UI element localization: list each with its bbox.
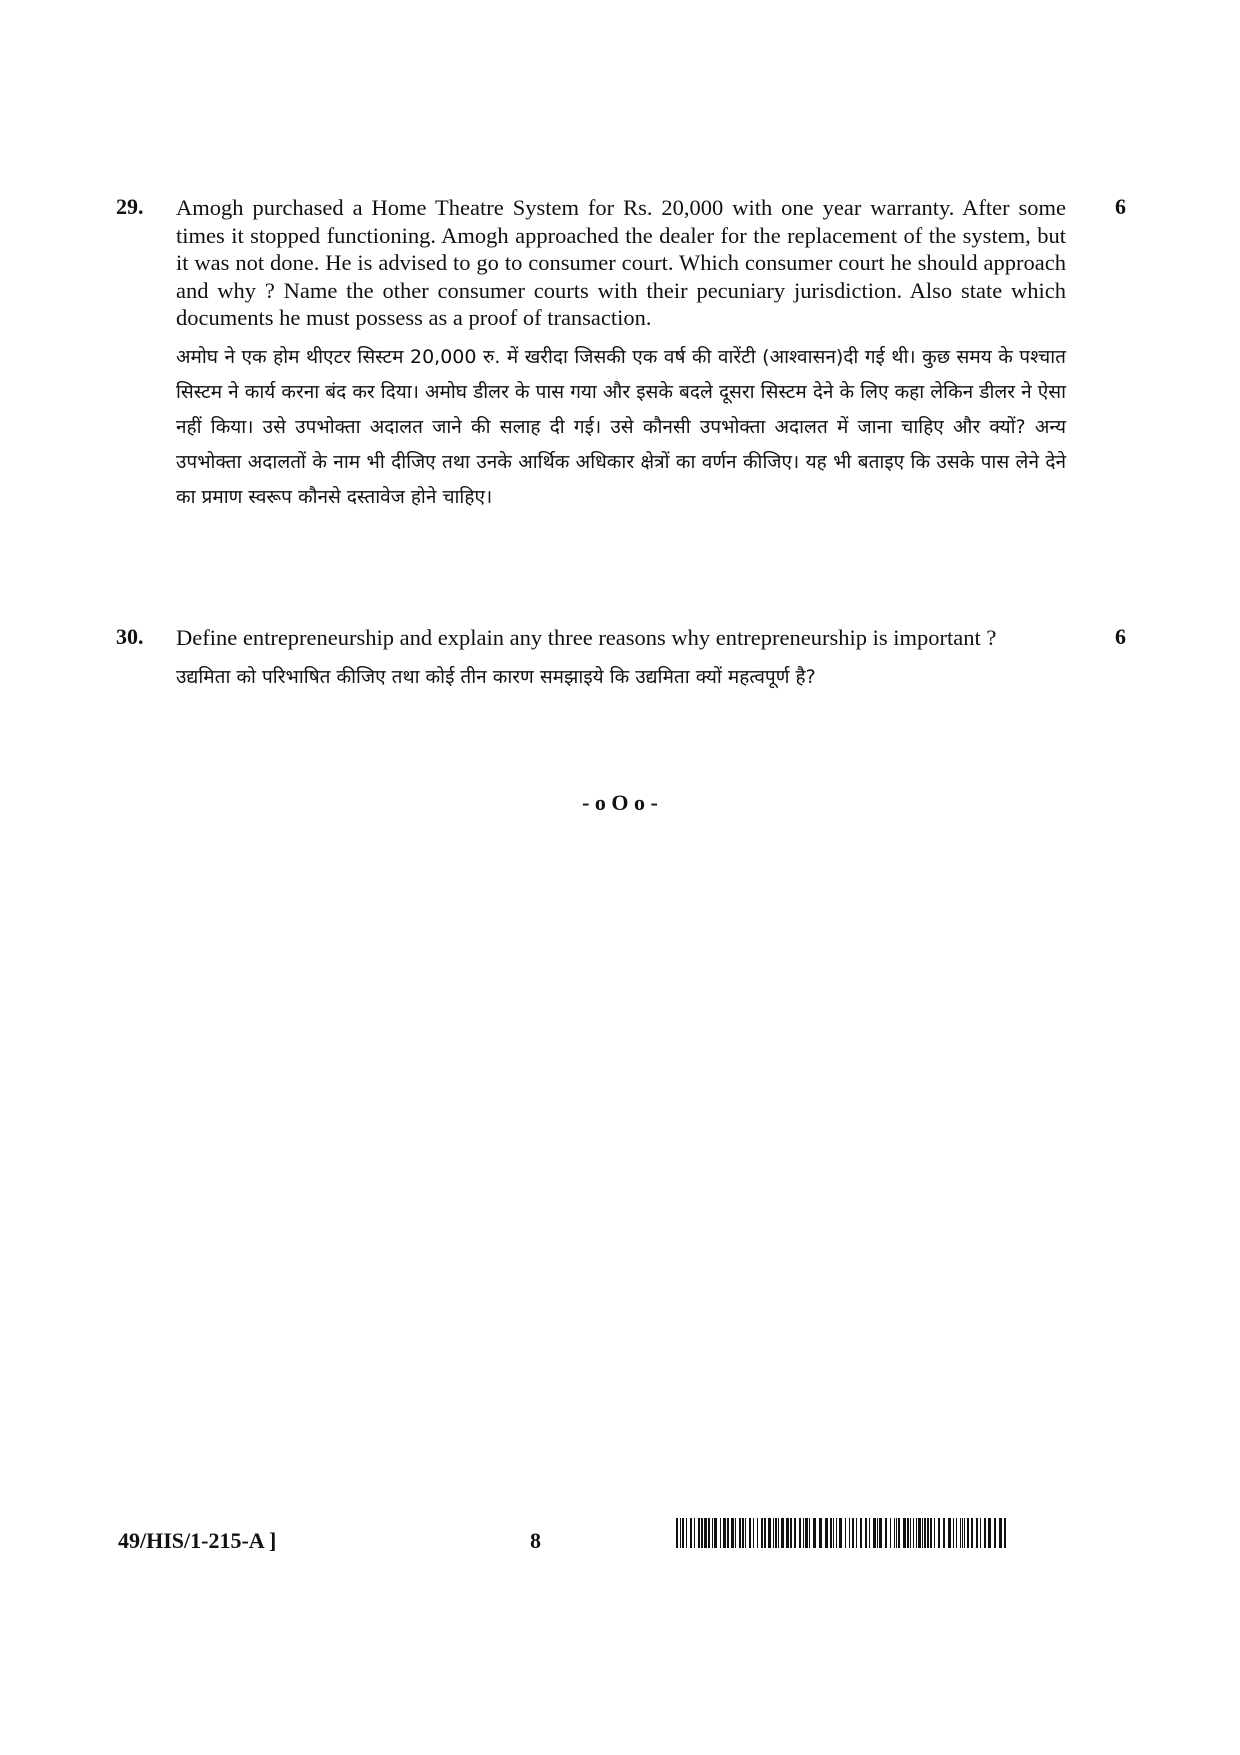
barcode-bar (714, 1518, 717, 1548)
barcode-bar (753, 1518, 754, 1548)
barcode-bar (836, 1518, 837, 1548)
barcode-bar (860, 1518, 862, 1548)
barcode-bar (839, 1518, 842, 1548)
barcode-bar (720, 1518, 721, 1548)
barcode-bar (773, 1518, 774, 1548)
barcode-bar (898, 1518, 900, 1548)
barcode-bar (775, 1518, 777, 1548)
barcode-bar (885, 1518, 887, 1548)
barcode-bar (781, 1518, 784, 1548)
barcode-bar (994, 1518, 996, 1548)
barcode-bar (890, 1518, 891, 1548)
barcode-bar (980, 1518, 981, 1548)
barcode-bar (813, 1518, 816, 1548)
barcode-bar (757, 1518, 758, 1548)
barcode-bar (680, 1518, 681, 1548)
barcode-bar (690, 1518, 692, 1548)
barcode-bar (803, 1518, 804, 1548)
barcode-bar (869, 1518, 870, 1548)
barcode-bar (910, 1518, 911, 1548)
barcode-bar (976, 1518, 978, 1548)
barcode-bar (1004, 1518, 1006, 1548)
barcode-bar (856, 1518, 857, 1548)
barcode-bar (830, 1518, 832, 1548)
question-30 (116, 624, 1126, 695)
barcode-bar (745, 1518, 746, 1548)
barcode-bar (894, 1518, 895, 1548)
question-body (176, 624, 1066, 695)
barcode-bar (739, 1518, 741, 1548)
barcode-bar (849, 1518, 850, 1548)
barcode-bar (735, 1518, 736, 1548)
barcode-bar (967, 1518, 969, 1548)
barcode-bar (686, 1518, 687, 1548)
question-body (176, 194, 1066, 515)
barcode-bar (799, 1518, 801, 1548)
barcode-bar (953, 1518, 954, 1548)
barcode-bar (698, 1518, 700, 1548)
barcode-bar (778, 1518, 779, 1548)
barcode-bar (930, 1518, 932, 1548)
barcode-icon (676, 1518, 1008, 1548)
question-29 (116, 194, 1126, 515)
barcode-bar (865, 1518, 867, 1548)
barcode-bar (701, 1518, 703, 1548)
question-text-english: Define entrepreneurship and explain any three reasons why entrepreneurship is important ? (176, 625, 997, 650)
question-marks: 6 (1115, 194, 1126, 219)
barcode-bar (694, 1518, 695, 1548)
barcode-bar (879, 1518, 882, 1548)
barcode-bar (903, 1518, 906, 1548)
barcode-bar (761, 1518, 763, 1548)
barcode-bar (916, 1518, 917, 1548)
barcode-bar (805, 1518, 808, 1548)
barcode-bar (956, 1518, 957, 1548)
barcode-bar (764, 1518, 766, 1548)
barcode-bar (794, 1518, 796, 1548)
barcode-bar (999, 1518, 1002, 1548)
barcode-bar (712, 1518, 713, 1548)
barcode-bar (749, 1518, 751, 1548)
barcode-bar (934, 1518, 935, 1548)
barcode-bar (833, 1518, 834, 1548)
barcode-bar (896, 1518, 897, 1548)
barcode-bar (845, 1518, 846, 1548)
barcode-bar (708, 1518, 710, 1548)
page-number: 8 (530, 1528, 541, 1553)
barcode-bar (682, 1518, 684, 1548)
barcode-bar (971, 1518, 973, 1548)
barcode-bar (877, 1518, 878, 1548)
question-text-hindi: अमोघ ने एक होम थीएटर सिस्टम 20,000 रु. में खरीदा जिसकी एक वर्ष की वारेंटी (आश्वासन)दी गई थी। कुछ समय के पश्चात सिस्टम ने कार्य करना बंद कर दिया। अमोघ डीलर के पास गया और इसके बदले दूसरा सिस्टम देने के लिए कहा लेकिन डीलर ने ऐसा नहीं किया। उसे उपभोक्ता अदालत जाने की सलाह दी गई। उसे कौनसी उपभोक्ता अदालत में जाना चाहिए और क्यों? अन्य उपभोक्ता अदालतों के नाम भी दीजिए तथा उनके आर्थिक अधिकार क्षेत्रों का वर्णन कीजिए। यह भी बताइए कि उसके पास लेने देने का प्रमाण स्वरूप कौनसे दस्तावेज होने चाहिए। (176, 345, 1066, 508)
barcode-bar (962, 1518, 963, 1548)
barcode-bar (676, 1518, 678, 1548)
question-number: 30. (116, 624, 144, 649)
question-marks: 6 (1115, 624, 1126, 649)
barcode-bar (790, 1518, 792, 1548)
paper-code: 49/HIS/1-215-A ] (118, 1528, 277, 1553)
barcode-bar (907, 1518, 909, 1548)
barcode-bar (943, 1518, 945, 1548)
barcode-bar (948, 1518, 951, 1548)
barcode-bar (742, 1518, 744, 1548)
barcode-bar (960, 1518, 961, 1548)
barcode-bar (918, 1518, 921, 1548)
barcode-bar (964, 1518, 965, 1548)
question-text-hindi: उद्यमिता को परिभाषित कीजिए तथा कोई तीन कारण समझाइये कि उद्यमिता क्यों महत्वपूर्ण है? (176, 665, 816, 688)
end-of-paper-marker: - o O o - (582, 790, 658, 815)
barcode-bar (768, 1518, 771, 1548)
barcode-bar (809, 1518, 810, 1548)
barcode-bar (723, 1518, 726, 1548)
barcode-bar (913, 1518, 914, 1548)
barcode-bar (922, 1518, 923, 1548)
barcode-bar (924, 1518, 926, 1548)
barcode-bar (786, 1518, 789, 1548)
barcode-bar (727, 1518, 729, 1548)
barcode-bar (984, 1518, 986, 1548)
barcode-bar (731, 1518, 734, 1548)
barcode-bar (988, 1518, 991, 1548)
question-text-english: Amogh purchased a Home Theatre System for Rs. 20,000 with one year warranty. After some times it stopped functioning. Amogh approached the dealer for the replacement of the system, but it was not done. He is advised to go to consumer court. Which consumer court he should approach and why ? Name the other consumer courts with their pecuniary jurisdiction. Also state which documents he must possess as a proof of transaction. (176, 195, 1066, 330)
barcode-bar (819, 1518, 822, 1548)
question-number: 29. (116, 194, 144, 219)
barcode-bar (852, 1518, 854, 1548)
barcode-bar (825, 1518, 828, 1548)
barcode-bar (704, 1518, 707, 1548)
barcode-bar (938, 1518, 940, 1548)
barcode-bar (927, 1518, 929, 1548)
barcode-bar (873, 1518, 876, 1548)
